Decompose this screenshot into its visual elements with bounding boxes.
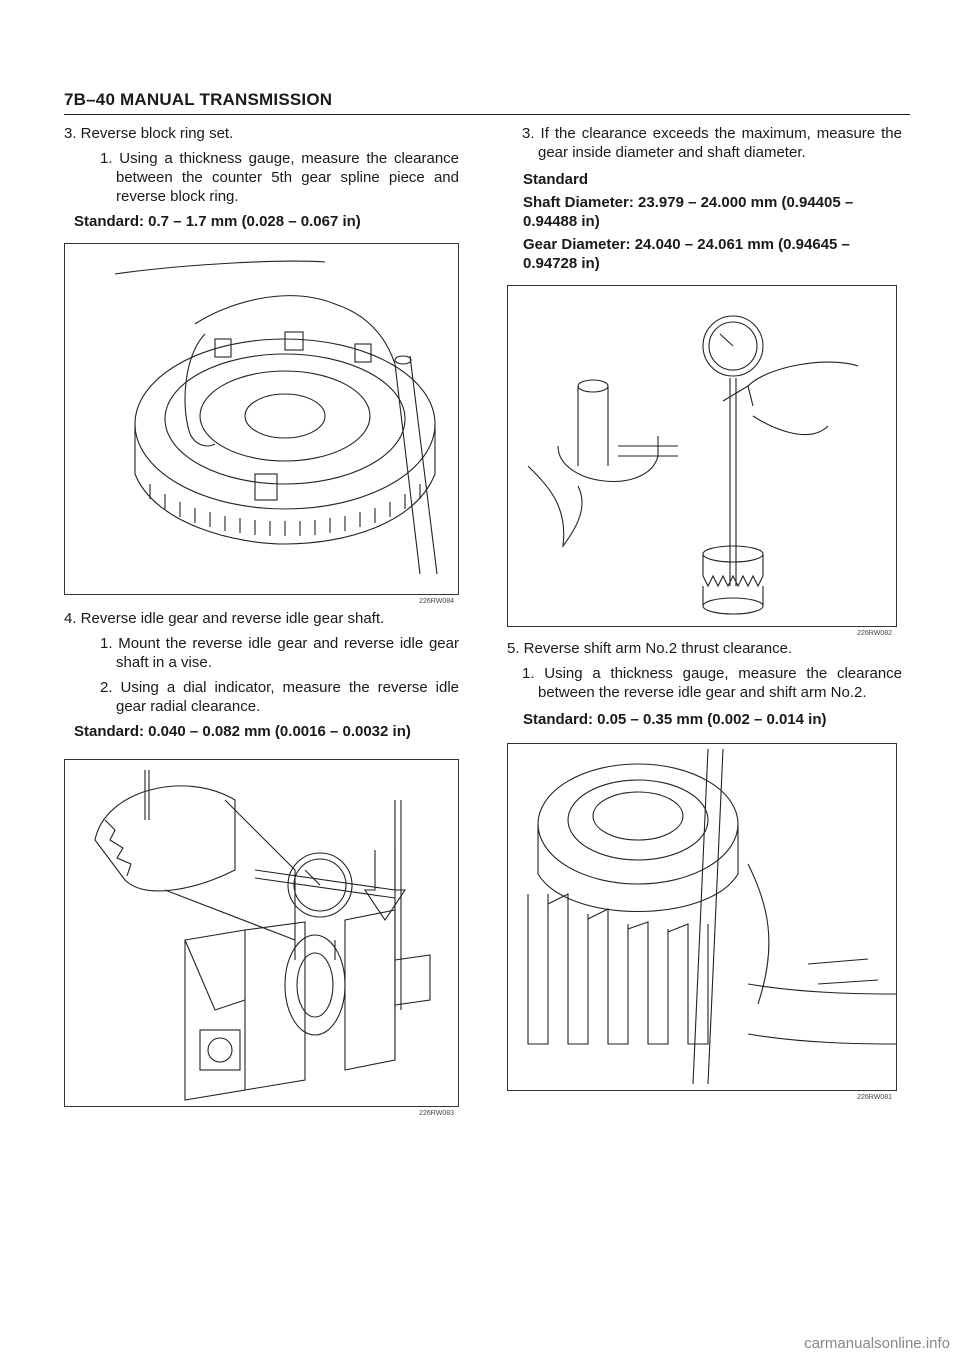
step-3-substep-1: 1. Using a thickness gauge, measure the clearance between the counter 5th gear spline piece and reverse block ring.: [100, 150, 459, 205]
figure-code: 226RW082: [857, 630, 892, 637]
step-3-standard: Standard: 0.7 – 1.7 mm (0.028 – 0.067 in): [74, 213, 361, 230]
shaft-diameter-spec: Shaft Diameter: 23.979 – 24.000 mm (0.94405 – 0.94488 in): [523, 194, 854, 230]
right-column: [507, 124, 902, 1101]
figure-block-ring-clearance: [64, 243, 459, 605]
step-4-substep-1: 1. Mount the reverse idle gear and reverse idle gear shaft in a vise.: [100, 635, 459, 671]
page-header: [64, 90, 910, 115]
step-5-standard: Standard: 0.05 – 0.35 mm (0.002 – 0.014 in): [523, 711, 827, 728]
block-ring-illustration: [65, 244, 458, 594]
step-5-heading: 5. Reverse shift arm No.2 thrust clearance.: [507, 640, 793, 657]
figure-code: 226RW083: [419, 1110, 454, 1117]
left-column: [64, 124, 459, 1117]
standard-heading: Standard: [523, 171, 589, 188]
figure-diameter-measurement: [507, 285, 897, 637]
micrometer-illustration: [508, 286, 896, 626]
figure-shift-arm-thrust-clearance: [507, 743, 897, 1101]
step-3-substep-3: 3. If the clearance exceeds the maximum, measure the gear inside diameter and shaft diameter.: [522, 125, 902, 161]
step-5-substep-1: 1. Using a thickness gauge, measure the clearance between the reverse idle gear and shift arm No.2.: [522, 665, 902, 701]
step-4-standard: Standard: 0.040 – 0.082 mm (0.0016 – 0.0032 in): [74, 723, 411, 740]
step-3-heading: 3. Reverse block ring set.: [64, 125, 234, 142]
page-title: 7B–40 MANUAL TRANSMISSION: [64, 90, 333, 109]
watermark: carmanualsonline.info: [804, 1335, 950, 1352]
figure-idle-gear-radial-clearance: [64, 759, 459, 1117]
step-4-heading: 4. Reverse idle gear and reverse idle gear shaft.: [64, 610, 385, 627]
figure-code: 226RW084: [419, 598, 454, 605]
dial-indicator-illustration: [65, 760, 458, 1106]
thickness-gauge-illustration: [508, 744, 896, 1090]
step-4-substep-2: 2. Using a dial indicator, measure the reverse idle gear radial clearance.: [100, 679, 459, 715]
gear-diameter-spec: Gear Diameter: 24.040 – 24.061 mm (0.94645 – 0.94728 in): [523, 236, 850, 272]
figure-code: 226RW081: [857, 1094, 892, 1101]
